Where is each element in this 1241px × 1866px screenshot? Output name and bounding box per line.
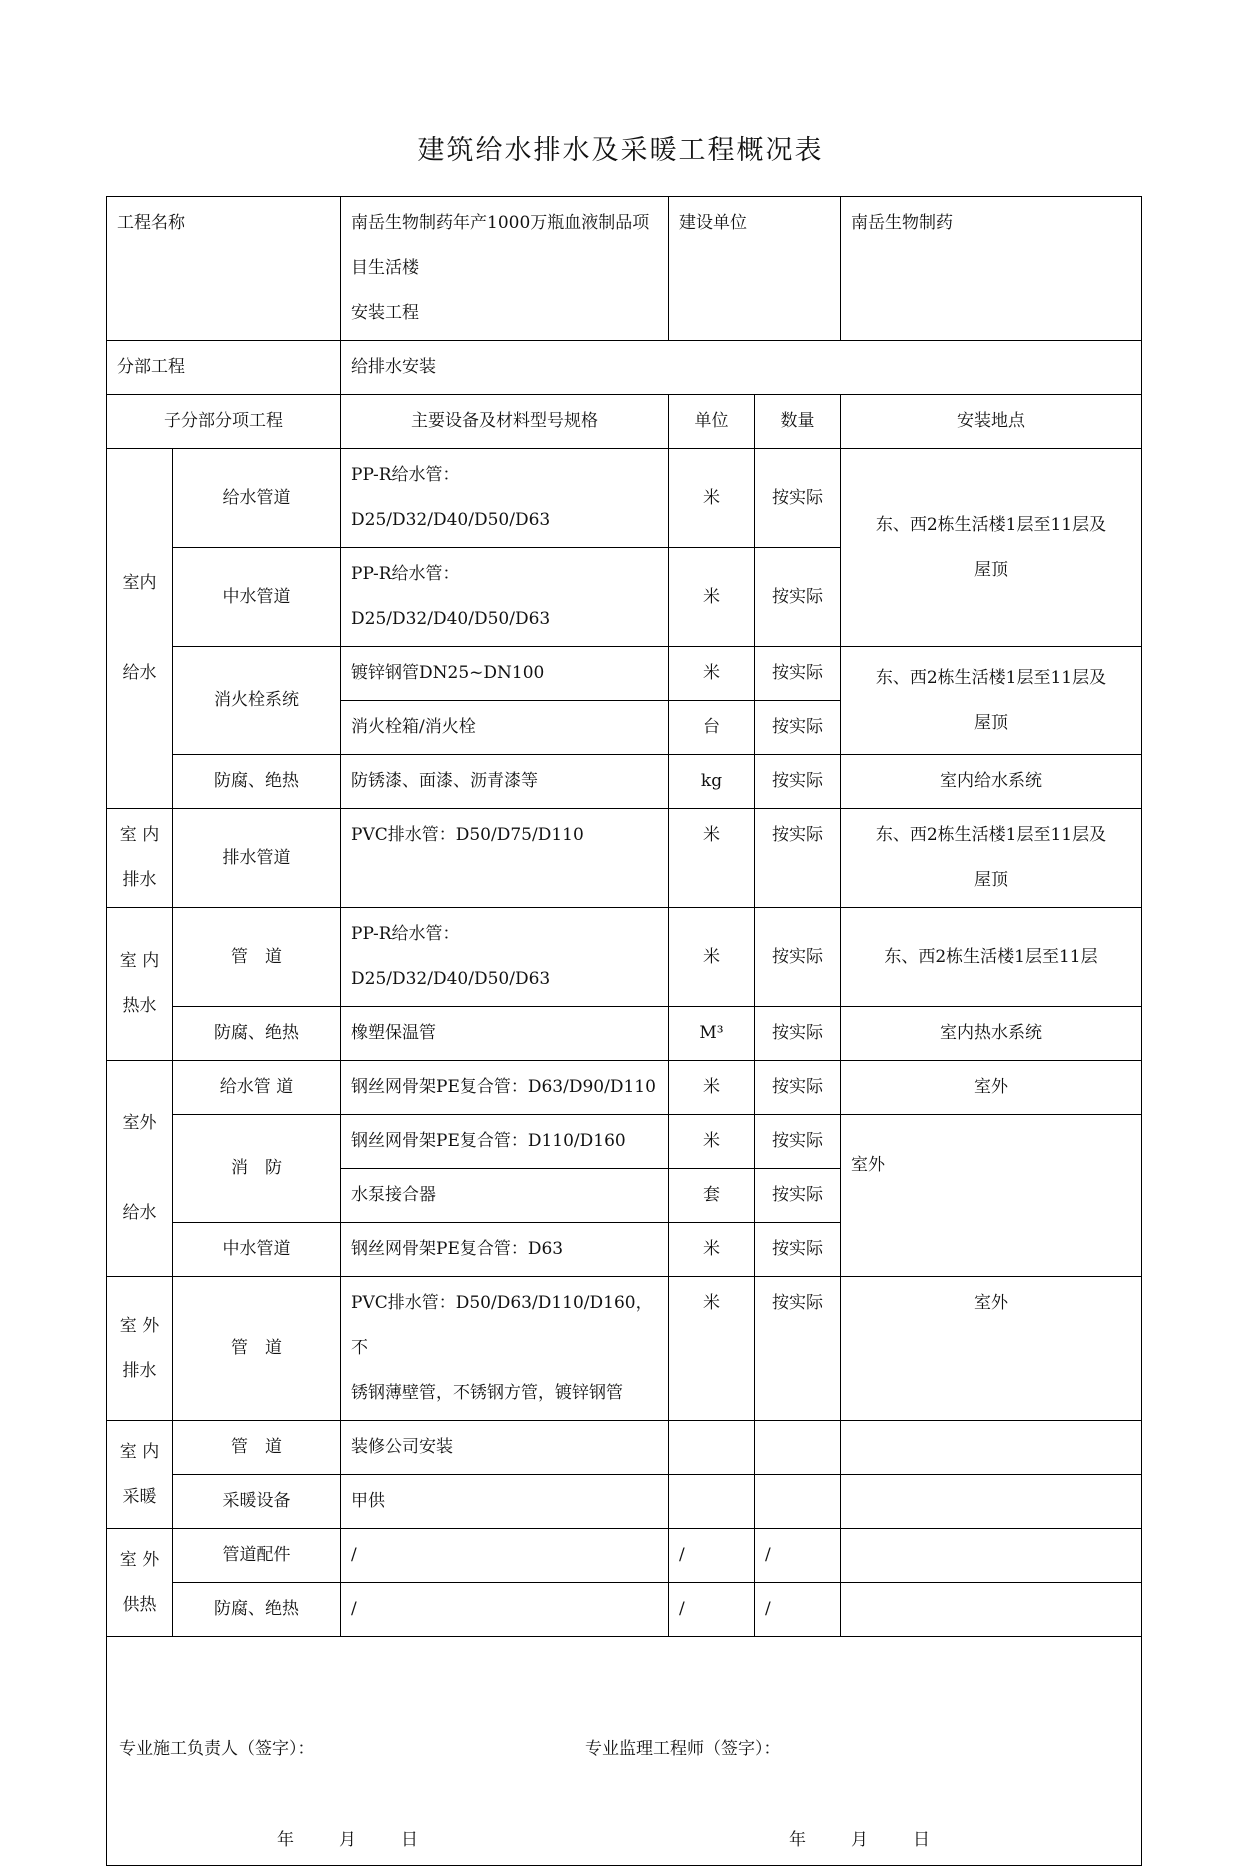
- table-row: [107, 1475, 1142, 1529]
- col-equipment: 主要设备及材料型号规格: [341, 395, 669, 449]
- project-name-value: 南岳生物制药年产1000万瓶血液制品项目生活楼 安装工程: [341, 197, 669, 341]
- supervisor-signature-label: 专业监理工程师（签字）：: [585, 1739, 781, 1759]
- qty-cell: 按实际: [755, 1277, 841, 1421]
- item-cell: 中水管道: [173, 1223, 341, 1277]
- group-outdoor-heating: 室 外 供热: [107, 1529, 173, 1637]
- division-value: 给排水安装: [341, 341, 1142, 395]
- item-cell: 管 道: [173, 1277, 341, 1421]
- project-name-row: [107, 197, 1142, 341]
- col-unit: 单位: [669, 395, 755, 449]
- item-cell: 排水管道: [173, 809, 341, 908]
- qty-cell: [755, 1421, 841, 1475]
- month-label: 月: [851, 1830, 868, 1850]
- page-title: 建筑给水排水及采暖工程概况表: [417, 135, 824, 166]
- qty-cell: 按实际: [755, 755, 841, 809]
- day-label: 日: [913, 1830, 930, 1850]
- location-cell: 室外: [841, 1061, 1142, 1115]
- qty-cell: 按实际: [755, 908, 841, 1007]
- spec-cell: 水泵接合器: [341, 1169, 669, 1223]
- spec-cell: PP-R给水管：D25/D32/D40/D50/D63: [341, 908, 669, 1007]
- spec-cell: /: [341, 1529, 669, 1583]
- spec-cell: PVC排水管：D50/D63/D110/D160，不 锈钢薄壁管，不锈钢方管，镀锌钢管: [341, 1277, 669, 1421]
- spec-cell: PP-R给水管：D25/D32/D40/D50/D63: [341, 449, 669, 548]
- group-indoor-drain: 室 内 排水: [107, 809, 173, 908]
- table-row: [107, 809, 1142, 908]
- unit-cell: [669, 1421, 755, 1475]
- item-cell: 防腐、绝热: [173, 1583, 341, 1637]
- table-row: [107, 1583, 1142, 1637]
- item-cell: 防腐、绝热: [173, 1007, 341, 1061]
- location-cell: 室内给水系统: [841, 755, 1142, 809]
- unit-cell: 米: [669, 1277, 755, 1421]
- qty-cell: /: [755, 1583, 841, 1637]
- unit-cell: 米: [669, 449, 755, 548]
- table-row: [107, 1529, 1142, 1583]
- qty-cell: [755, 1475, 841, 1529]
- item-cell: 管道配件: [173, 1529, 341, 1583]
- month-label: 月: [339, 1830, 356, 1850]
- location-cell: [841, 1421, 1142, 1475]
- location-cell: [841, 1475, 1142, 1529]
- supervisor-date: [789, 1828, 930, 1852]
- location-cell: 东、西2栋生活楼1层至11层及 屋顶: [841, 809, 1142, 908]
- signature-row: [107, 1637, 1142, 1866]
- item-cell: 管 道: [173, 908, 341, 1007]
- unit-cell: 米: [669, 647, 755, 701]
- qty-cell: 按实际: [755, 449, 841, 548]
- qty-cell: 按实际: [755, 1061, 841, 1115]
- qty-cell: 按实际: [755, 1115, 841, 1169]
- group-indoor-heating: 室 内 采暖: [107, 1421, 173, 1529]
- group-indoor-supply: 室内 给水: [107, 449, 173, 809]
- item-cell: 管 道: [173, 1421, 341, 1475]
- spec-cell: /: [341, 1583, 669, 1637]
- item-cell: 采暖设备: [173, 1475, 341, 1529]
- group-indoor-hot: 室 内 热水: [107, 908, 173, 1061]
- item-cell: 给水管道: [173, 449, 341, 548]
- qty-cell: 按实际: [755, 1007, 841, 1061]
- unit-cell: 套: [669, 1169, 755, 1223]
- unit-cell: 台: [669, 701, 755, 755]
- qty-cell: 按实际: [755, 647, 841, 701]
- unit-cell: /: [669, 1583, 755, 1637]
- construction-date: [277, 1828, 418, 1852]
- spec-cell: 装修公司安装: [341, 1421, 669, 1475]
- year-label: 年: [277, 1830, 294, 1850]
- table-row: [107, 1421, 1142, 1475]
- qty-cell: 按实际: [755, 1223, 841, 1277]
- location-cell: [841, 1529, 1142, 1583]
- unit-cell: 米: [669, 809, 755, 908]
- location-cell: 东、西2栋生活楼1层至11层及 屋顶: [841, 647, 1142, 755]
- qty-cell: 按实际: [755, 701, 841, 755]
- qty-cell: 按实际: [755, 548, 841, 647]
- qty-cell: 按实际: [755, 809, 841, 908]
- year-label: 年: [789, 1830, 806, 1850]
- location-cell: [841, 1583, 1142, 1637]
- group-outdoor-supply: 室外 给水: [107, 1061, 173, 1277]
- location-cell: 东、西2栋生活楼1层至11层: [841, 908, 1142, 1007]
- overview-table: [106, 196, 1142, 1866]
- spec-cell: 钢丝网骨架PE复合管：D63/D90/D110: [341, 1061, 669, 1115]
- construction-signature-label: 专业施工负责人（签字）：: [119, 1739, 315, 1759]
- unit-cell: kg: [669, 755, 755, 809]
- spec-cell: PP-R给水管：D25/D32/D40/D50/D63: [341, 548, 669, 647]
- table-row: [107, 1115, 1142, 1169]
- col-location: 安装地点: [841, 395, 1142, 449]
- project-name-label: 工程名称: [107, 197, 341, 341]
- item-cell: 防腐、绝热: [173, 755, 341, 809]
- col-sub-item: 子分部分项工程: [107, 395, 341, 449]
- unit-cell: 米: [669, 548, 755, 647]
- table-row: [107, 1061, 1142, 1115]
- unit-cell: 米: [669, 1115, 755, 1169]
- spec-cell: 钢丝网骨架PE复合管：D63: [341, 1223, 669, 1277]
- item-cell: 中水管道: [173, 548, 341, 647]
- spec-cell: 消火栓箱/消火栓: [341, 701, 669, 755]
- unit-cell: 米: [669, 1223, 755, 1277]
- spec-cell: 钢丝网骨架PE复合管：D110/D160: [341, 1115, 669, 1169]
- column-header-row: [107, 395, 1142, 449]
- signature-area: [107, 1637, 1142, 1866]
- table-row: [107, 647, 1142, 701]
- unit-cell: /: [669, 1529, 755, 1583]
- qty-cell: /: [755, 1529, 841, 1583]
- location-cell: 东、西2栋生活楼1层至11层及 屋顶: [841, 449, 1142, 647]
- table-row: [107, 908, 1142, 1007]
- spec-cell: 甲供: [341, 1475, 669, 1529]
- builder-value: 南岳生物制药: [841, 197, 1142, 341]
- unit-cell: 米: [669, 1061, 755, 1115]
- item-cell: 消 防: [173, 1115, 341, 1223]
- group-outdoor-drain: 室 外 排水: [107, 1277, 173, 1421]
- unit-cell: [669, 1475, 755, 1529]
- unit-cell: 米: [669, 908, 755, 1007]
- spec-cell: 防锈漆、面漆、沥青漆等: [341, 755, 669, 809]
- location-cell: 室外: [841, 1115, 1142, 1277]
- table-row: [107, 1007, 1142, 1061]
- location-cell: 室外: [841, 1277, 1142, 1421]
- builder-label: 建设单位: [669, 197, 841, 341]
- table-row: [107, 449, 1142, 548]
- item-cell: 消火栓系统: [173, 647, 341, 755]
- qty-cell: 按实际: [755, 1169, 841, 1223]
- col-quantity: 数量: [755, 395, 841, 449]
- spec-cell: 橡塑保温管: [341, 1007, 669, 1061]
- unit-cell: M³: [669, 1007, 755, 1061]
- day-label: 日: [401, 1830, 418, 1850]
- spec-cell: PVC排水管：D50/D75/D110: [341, 809, 669, 908]
- item-cell: 给水管 道: [173, 1061, 341, 1115]
- division-label: 分部工程: [107, 341, 341, 395]
- division-row: [107, 341, 1142, 395]
- table-row: [107, 755, 1142, 809]
- location-cell: 室内热水系统: [841, 1007, 1142, 1061]
- table-row: [107, 1277, 1142, 1421]
- spec-cell: 镀锌钢管DN25~DN100: [341, 647, 669, 701]
